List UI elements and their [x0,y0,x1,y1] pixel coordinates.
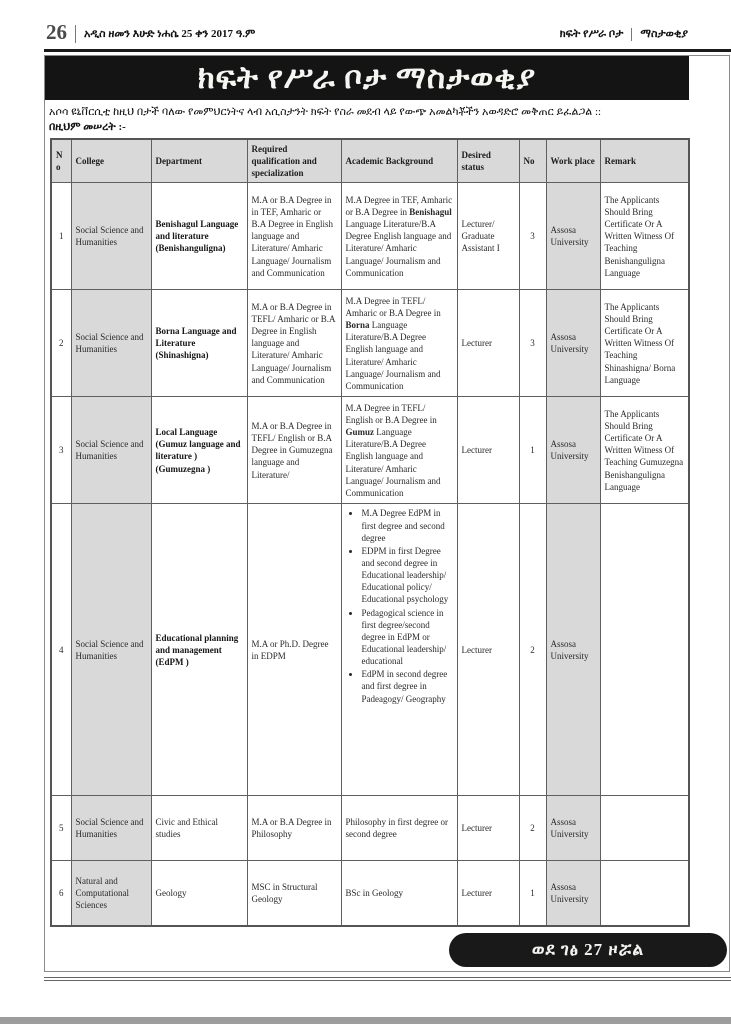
cell-department: Local Language (Gumuz language and literature ) (Gumuzegna ) [151,397,247,504]
col-header-college: College [71,139,151,183]
academic-text-bold: Gumuz [345,427,375,438]
cell-desired-status: Lecturer [457,796,519,861]
cell-college: Natural and Computational Sciences [71,861,151,926]
continued-on-page-pill [449,933,727,967]
cell-remark: The Applicants Should Bring Certificate Or A Written Witness Of Teaching Shinashigna/ Borna Language [600,290,689,397]
top-rule [44,49,731,52]
cell-academic-background [341,183,457,290]
newspaper-date: አዲስ ዘመን እሁድ ነሐሴ 25 ቀን 2017 ዓ.ም [84,28,256,40]
cell-work-place: Assosa University [546,397,600,504]
section-label-announcement: ማስታወቂያ [640,28,688,40]
col-header-desired-status: Desired status [457,139,519,183]
cell-college: Social Science and Humanities [71,290,151,397]
vacancy-table [50,138,690,927]
header-divider [75,25,76,43]
cell-qualification: M.A or Ph.D. Degree in EDPM [247,504,341,796]
announcement-box [44,55,730,972]
cell-work-place: Assosa University [546,290,600,397]
cell-remark [600,861,689,926]
cell-no: 3 [51,397,71,504]
cell-qualification: M.A or B.A Degree in TEFL/ English or B.A Degree in Gumuzegna language and Literature/ [247,397,341,504]
intro-line-1: አሶሳ ዩኒቨርሲቲ ከዚህ በታች ባለው የመምህርነትና ላብ አሲስታንት ክፍት የስራ መደብ ላይ የውጭ አመልካቾችን አወዳድሮ መቅጠር ይፈልጋል :: [49,106,602,118]
running-head-left [46,22,255,43]
cell-work-place: Assosa University [546,861,600,926]
cell-work-place: Assosa University [546,796,600,861]
table-row [51,183,689,290]
cell-count: 1 [519,397,546,504]
cell-college: Social Science and Humanities [71,796,151,861]
academic-text: M.A Degree in TEFL/ English or B.A Degree in [345,402,437,425]
col-header-count: No [519,139,546,183]
running-head [46,22,688,43]
academic-text: M.A Degree in TEFL/ Amharic or B.A Degree in [345,295,441,318]
table-row [51,796,689,861]
cell-no: 2 [51,290,71,397]
table-row [51,861,689,926]
cell-qualification: M.A or B.A Degree in in TEF, Amharic or B.A Degree in English language and Literature/ Amharic Language/ Journalism and Communication [247,183,341,290]
academic-text: Language Literature/B.A Degree English language and Literature/ Amharic Language/ Journalism and Communication [345,320,441,391]
academic-text: M.A Degree in TEF, Amharic or B.A Degree in [345,194,453,218]
col-header-qualification: Required qualification and specialization [247,139,341,183]
cell-count: 3 [519,290,546,397]
cell-academic-background: Philosophy in first degree or second degree [341,796,457,861]
col-header-work-place: Work place [546,139,600,183]
bottom-rule [44,977,731,981]
cell-college: Social Science and Humanities [71,183,151,290]
cell-remark [600,504,689,796]
cell-count: 2 [519,796,546,861]
cell-qualification: MSC in Structural Geology [247,861,341,926]
section-label-vacancy: ክፍት የሥራ ቦታ [559,28,624,40]
col-header-no: No [51,139,71,183]
cell-department: Geology [151,861,247,926]
academic-bullet: • EDPM in first Degree and second degree in Educational leadership/ Educational policy/ Educational psychology [361,545,453,606]
cell-no: 1 [51,183,71,290]
continued-on-page-label: ወደ ገፅ 27 ዞሯል [531,939,645,959]
academic-text-bold: Benishagul [409,207,452,218]
cell-work-place: Assosa University [546,183,600,290]
cell-desired-status: Lecturer [457,397,519,504]
cell-desired-status: Lecturer [457,290,519,397]
pill-row [45,933,729,967]
academic-text: Language Literature/B.A Degree English language and Literature/ Amharic Language/ Journalism and Communication [345,427,441,498]
cell-department: Educational planning and management (EdPM ) [151,504,247,796]
cell-college: Social Science and Humanities [71,397,151,504]
table-row [51,290,689,397]
table-row [51,504,689,796]
cell-academic-background [341,397,457,504]
cell-no: 4 [51,504,71,796]
academic-bullet: • Pedagogical science in first degree/second degree in EdPM or Educational leadership/ educational [361,607,453,668]
cell-academic-background [341,504,457,796]
page-edge-strip [0,1017,731,1024]
cell-no: 6 [51,861,71,926]
cell-academic-background: BSc in Geology [341,861,457,926]
cell-academic-background [341,290,457,397]
academic-text-bold: Borna [345,320,370,331]
cell-count: 3 [519,183,546,290]
cell-count: 2 [519,504,546,796]
academic-text: Language Literature/B.A Degree English language and Literature/ Amharic Language/ Journalism and Communication [345,219,452,278]
table-header-row [51,139,689,183]
cell-desired-status: Lecturer [457,504,519,796]
title-banner [45,56,689,100]
running-head-right [560,28,688,43]
header-divider [631,28,632,41]
academic-bullet: • M.A Degree EdPM in first degree and second degree [361,507,453,543]
cell-qualification: M.A or B.A Degree in Philosophy [247,796,341,861]
cell-no: 5 [51,796,71,861]
col-header-remark: Remark [600,139,689,183]
cell-department: Borna Language and Literature (Shinashigna) [151,290,247,397]
cell-remark: The Applicants Should Bring Certificate Or A Written Witness Of Teaching Benishanguligna Language [600,183,689,290]
table-row [51,397,689,504]
cell-qualification: M.A or B.A Degree in TEFL/ Amharic or B.A Degree in English language and Literature/ Amharic Language/ Journalism and Communication [247,290,341,397]
cell-department: Benishagul Language and literature (Benishanguligna) [151,183,247,290]
page-number: 26 [46,20,67,44]
cell-college: Social Science and Humanities [71,504,151,796]
page-title: ክፍት የሥራ ቦታ ማስታወቂያ [197,59,537,95]
academic-bullet-list [346,507,453,704]
cell-remark [600,796,689,861]
cell-desired-status: Lecturer [457,861,519,926]
cell-work-place: Assosa University [546,504,600,796]
intro-paragraph [45,100,729,136]
cell-remark: The Applicants Should Bring Certificate Or A Written Witness Of Teaching Gumuzegna Benishanguligna Language [600,397,689,504]
academic-bullet: • EdPM in second degree and first degree in Padeagogy/ Geography [361,668,453,704]
intro-line-2: በዚህም መሠረት :- [49,121,126,133]
col-header-department: Department [151,139,247,183]
col-header-academic-background: Academic Background [341,139,457,183]
cell-department: Civic and Ethical studies [151,796,247,861]
cell-count: 1 [519,861,546,926]
cell-desired-status: Lecturer/ Graduate Assistant I [457,183,519,290]
